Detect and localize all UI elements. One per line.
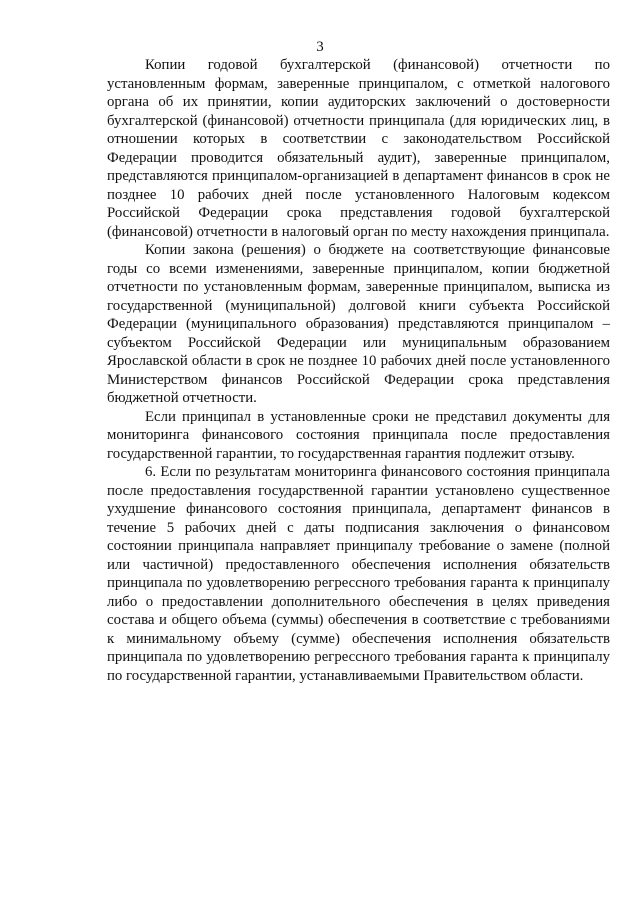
- paragraph-guarantee-revocation: Если принципал в установленные сроки не представил документы для мониторинга финансового состояния принципала после предоставления государственной гарантии, то государственная гарантия подлежит отзыву.: [107, 408, 610, 462]
- paragraph-accounting-reports: Копии годовой бухгалтерской (финансовой) отчетности по установленным формам, заверенные принципалом, с отметкой налогового органа об их принятии, копии аудиторских заключений о достоверности бухгалтерской (финансовой) отчетности принципала (для юридических лиц, в отношении которых в соответствии с законодательством Российской Федерации проводится обязательный аудит), заверенные принципалом, представляются принципалом-организацией в департамент финансов в срок не позднее 10 рабочих дней после установленного Налоговым кодексом Российской Федерации срока представления годовой бухгалтерской (финансовой) отчетности в налоговый орган по месту нахождения принципала.: [107, 57, 610, 240]
- paragraph-budget-documents: Копии закона (решения) о бюджете на соответствующие финансовые годы со всеми изменениями, заверенные принципалом, копии бюджетной отчетности по установленным формам, заверенные принципалом, выписка из государственной (муниципальной) долговой книги субъекта Российской Федерации (муниципального образования) представляются принципалом – субъектом Российской Федерации или муниципальным образованием Ярославской области в срок не позднее 10 рабочих дней после установленного Министерством финансов Российской Федерации срока представления бюджетной отчетности.: [107, 242, 610, 406]
- document-body: [107, 56, 610, 685]
- paragraph-item-6: 6. Если по результатам мониторинга финансового состояния принципала после предоставления государственной гарантии установлено существенное ухудшение финансового состояния принципала, департамент финансов в течение 5 рабочих дней с даты подписания заключения о финансовом состоянии принципала направляет принципалу требование о замене (полной или частичной) предоставленного обеспечения исполнения обязательств принципала по удовлетворению регрессного требования гаранта к принципалу либо о предоставлении дополнительного обеспечения в целях приведения состава и общего объема (суммы) обеспечения в соответствие с требованиями к минимальному объему (сумме) обеспечения исполнения обязательств принципала по удовлетворению регрессного требования гаранта к принципалу по государственной гарантии, устанавливаемыми Правительством области.: [107, 464, 610, 684]
- page-number: 3: [316, 39, 324, 55]
